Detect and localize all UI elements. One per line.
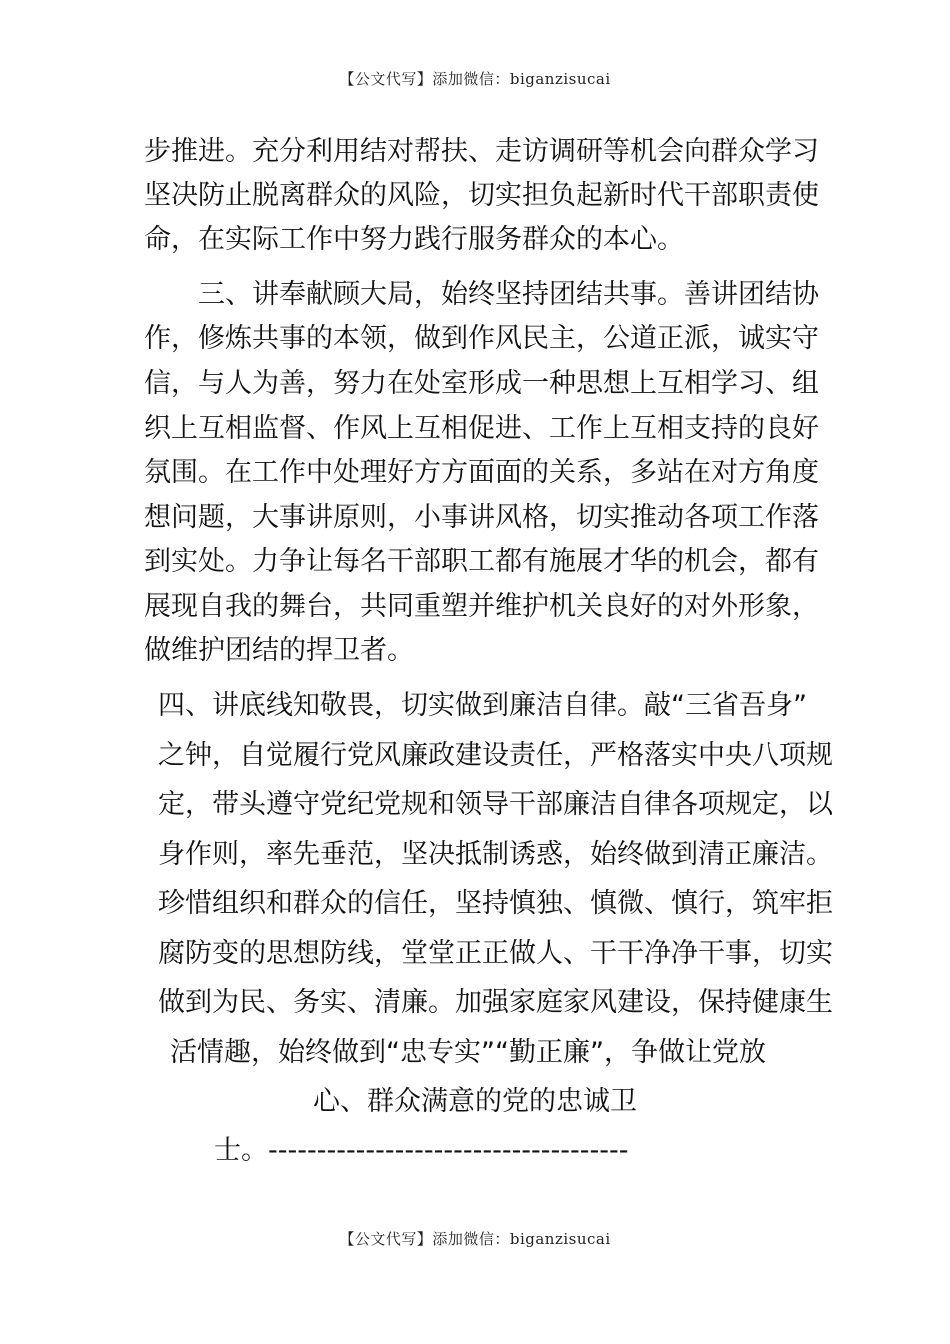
- text-line: 坚决防止脱离群众的风险，切实担负起新时代干部职责使: [144, 180, 819, 211]
- text-line: 展现自我的舞台，共同重塑并维护机关良好的对外形象，: [144, 591, 819, 622]
- text-line: 腐防变的思想防线，堂堂正正做人、干干净净干事，切实: [158, 938, 833, 969]
- text-line: 活情趣，始终做到“忠专实”“勤正廉”，争做让党放: [170, 1037, 766, 1068]
- text-line: 到实处。力争让每名干部职工都有施展才华的机会，都有: [144, 546, 819, 577]
- text-line: 珍惜组织和群众的信任，坚持慎独、慎微、慎行，筑牢拒: [158, 888, 833, 919]
- text-line: 做到为民、务实、清廉。加强家庭家风建设，保持健康生: [158, 987, 833, 1018]
- page-header: 【公文代写】添加微信：biganzisucai: [339, 70, 611, 88]
- text-line: 织上互相监督、作风上互相促进、工作上互相支持的良好: [144, 413, 819, 444]
- text-line: 士。-------------------------------------: [214, 1135, 629, 1166]
- text-line: 步推进。充分利用结对帮扶、走访调研等机会向群众学习: [144, 136, 819, 167]
- text-line: 定，带头遵守党纪党规和领导干部廉洁自律各项规定，以: [158, 789, 833, 820]
- text-line: 信，与人为善，努力在处室形成一种思想上互相学习、组: [144, 368, 819, 399]
- text-line: 三、讲奉献顾大局，始终坚持团结共事。善讲团结协: [198, 279, 819, 310]
- text-line: 命，在实际工作中努力践行服务群众的本心。: [144, 224, 684, 255]
- text-line: 之钟，自觉履行党风廉政建设责任，严格落实中央八项规: [158, 740, 833, 771]
- text-line: 身作则，率先垂范，坚决抵制诱惑，始终做到清正廉洁。: [158, 839, 833, 870]
- text-line: 心、群众满意的党的忠诚卫: [313, 1086, 637, 1117]
- text-line: 四、讲底线知敬畏，切实做到廉洁自律。敲“三省吾身”: [158, 690, 807, 721]
- text-line: 想问题，大事讲原则，小事讲风格，切实推动各项工作落: [144, 502, 819, 533]
- text-line: 作，修炼共事的本领，做到作风民主，公道正派，诚实守: [144, 323, 819, 354]
- text-line: 氛围。在工作中处理好方方面面的关系，多站在对方角度: [144, 457, 819, 488]
- text-line: 做维护团结的捍卫者。: [144, 635, 414, 666]
- page-footer: 【公文代写】添加微信：biganzisucai: [339, 1230, 611, 1248]
